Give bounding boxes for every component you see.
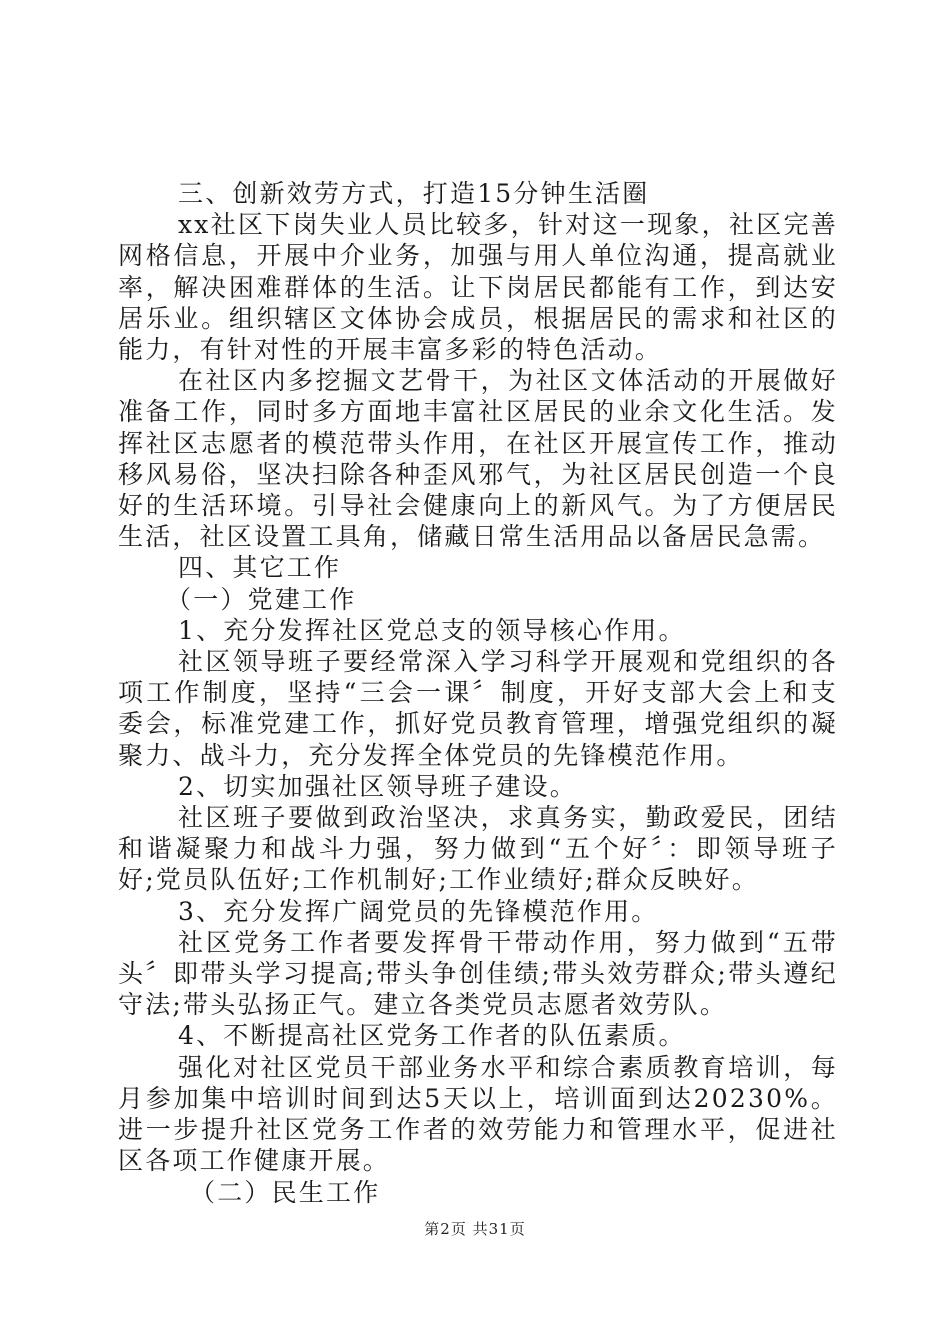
section-heading-3: 三、创新效劳方式，打造15分钟生活圈 [178,179,650,208]
paragraph: 强化对社区党员干部业务水平和综合素质教育培训，每月参加集中培训时间到达5天以上，培训面到达20230%。进一步提升社区党务工作者的效劳能力和管理水平，促进社区各项工作健康开展。 [118,1052,838,1176]
list-item-heading: 1、充分发挥社区党总支的领导核心作用。 [178,615,686,645]
page-footer [0,1218,950,1239]
list-item-heading: 4、不断提高社区党务工作者的队伍素质。 [178,1021,686,1051]
paragraph: xx社区下岗失业人员比较多，针对这一现象，社区完善网格信息，开展中介业务，加强与用人单位沟通，提高就业率，解决困难群体的生活。让下岗居民都能有工作，到达安居乐业。组织辖区文体协会成员，根据居民的需求和社区的能力，有针对性的开展丰富多彩的特色活动。 [118,210,838,365]
list-item-heading: 3、充分发挥广阔党员的先锋模范作用。 [178,896,659,926]
list-item-heading: 2、切实加强社区领导班子建设。 [178,771,577,801]
document-body [118,178,838,1208]
paragraph: 社区班子要做到政治坚决，求真务实，勤政爱民，团结和谐凝聚力和战斗力强，努力做到“五个好〞：即领导班子好;党员队伍好;工作机制好;工作业绩好;群众反映好。 [118,803,838,895]
page-number: 第2页 共31页 [424,1220,526,1238]
paragraph: 社区领导班子要经常深入学习科学开展观和党组织的各项工作制度，坚持“三会一课〞制度，开好支部大会上和支委会，标准党建工作，抓好党员教育管理，增强党组织的凝聚力、战斗力，充分发挥全体党员的先锋模范作用。 [118,647,838,770]
subsection-heading-2: （二）民生工作 [190,1177,381,1207]
section-heading-4: 四、其它工作 [178,553,342,583]
paragraph: 在社区内多挖掘文艺骨干，为社区文体活动的开展做好准备工作，同时多方面地丰富社区居民的业余文化生活。发挥社区志愿者的模范带头作用，在社区开展宣传工作，推动移风易俗，坚决扫除各种歪风邪气，为社区居民创造一个良好的生活环境。引导社会健康向上的新风气。为了方便居民生活，社区设置工具角，储藏日常生活用品以备居民急需。 [118,366,838,552]
paragraph: 社区党务工作者要发挥骨干带动作用，努力做到“五带头〞即带头学习提高;带头争创佳绩;带头效劳群众;带头遵纪守法;带头弘扬正气。建立各类党员志愿者效劳队。 [118,927,838,1020]
subsection-heading-1: （一）党建工作 [166,584,357,614]
